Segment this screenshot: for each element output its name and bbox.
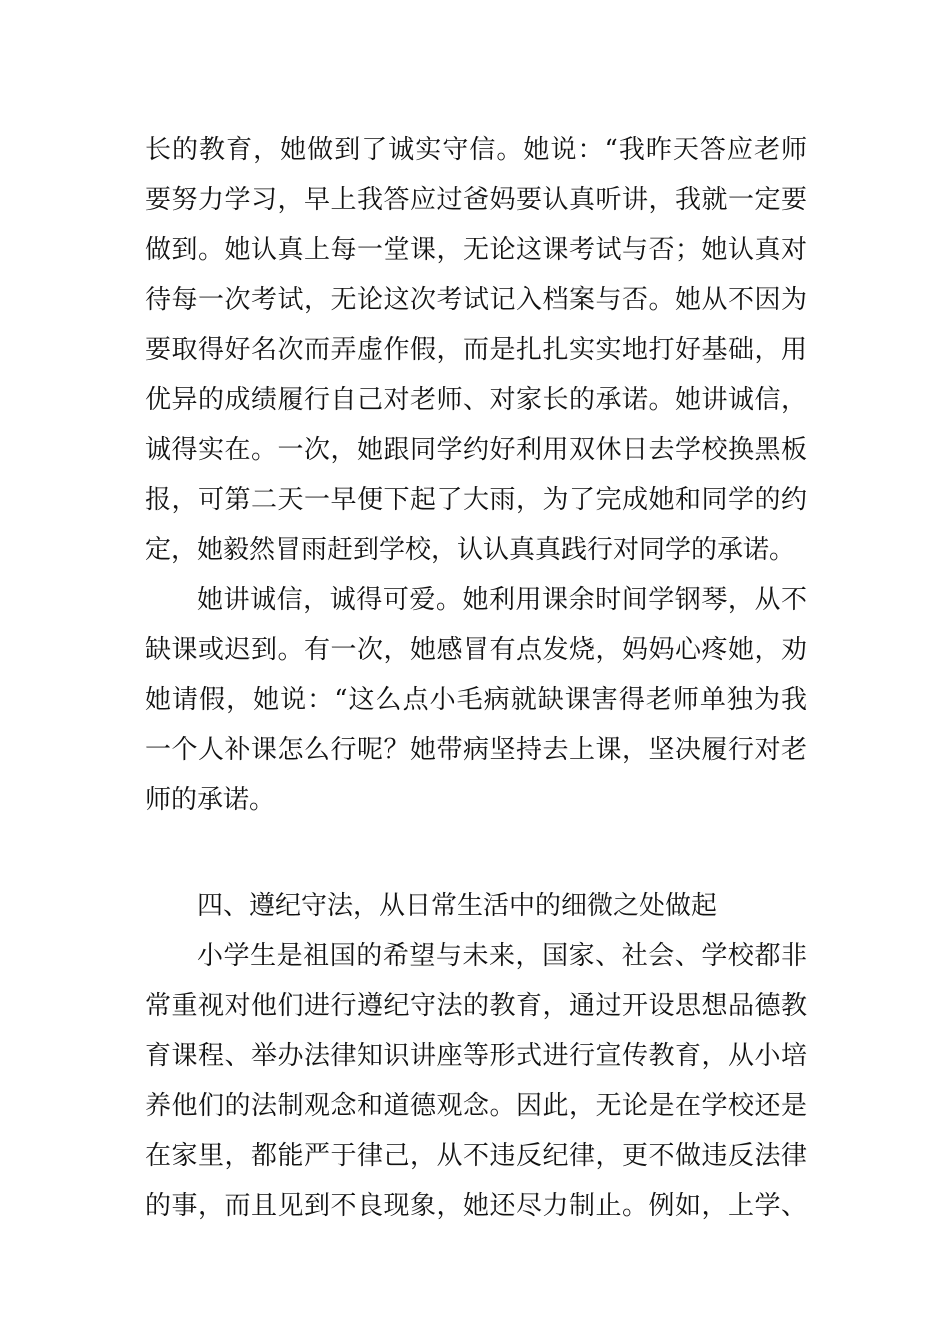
text-line: 待每一次考试，无论这次考试记入档案与否。她从不因为 bbox=[145, 285, 807, 315]
paragraph-honesty-piano bbox=[145, 575, 807, 825]
text-line: 的事，而且见到不良现象，她还尽力制止。例如，上学、 bbox=[145, 1191, 807, 1221]
text-line: 缺课或迟到。有一次，她感冒有点发烧，妈妈心疼她，劝 bbox=[145, 635, 807, 665]
text-line: 做到。她认真上每一堂课，无论这课考试与否；她认真对 bbox=[145, 235, 807, 265]
text-line: 要取得好名次而弄虚作假，而是扎扎实实地打好基础，用 bbox=[145, 335, 807, 365]
text-line: 养他们的法制观念和道德观念。因此，无论是在学校还是 bbox=[145, 1091, 807, 1121]
text-line: 要努力学习，早上我答应过爸妈要认真听讲，我就一定要 bbox=[145, 185, 807, 215]
text-line: 她讲诚信，诚得可爱。她利用课余时间学钢琴，从不 bbox=[197, 585, 807, 615]
section-spacer bbox=[145, 825, 807, 881]
document-page bbox=[145, 125, 807, 1231]
text-line: 定，她毅然冒雨赶到学校，认认真真践行对同学的承诺。 bbox=[145, 535, 796, 565]
text-line: 她请假，她说：“这么点小毛病就缺课害得老师单独为我 bbox=[145, 685, 807, 715]
text-line: 诚得实在。一次，她跟同学约好利用双休日去学校换黑板 bbox=[145, 435, 807, 465]
section-heading: 四、遵纪守法，从日常生活中的细微之处做起 bbox=[197, 891, 718, 921]
text-line: 一个人补课怎么行呢？她带病坚持去上课，坚决履行对老 bbox=[145, 735, 807, 765]
paragraph-honesty-study bbox=[145, 125, 807, 575]
paragraph-law-abiding bbox=[145, 931, 807, 1231]
text-line: 师的承诺。 bbox=[145, 785, 276, 815]
text-line: 常重视对他们进行遵纪守法的教育，通过开设思想品德教 bbox=[145, 991, 807, 1021]
text-line: 优异的成绩履行自己对老师、对家长的承诺。她讲诚信， bbox=[145, 385, 807, 415]
text-line: 在家里，都能严于律己，从不违反纪律，更不做违反法律 bbox=[145, 1141, 807, 1171]
text-line: 育课程、举办法律知识讲座等形式进行宣传教育，从小培 bbox=[145, 1041, 807, 1071]
text-line: 报，可第二天一早便下起了大雨，为了完成她和同学的约 bbox=[145, 485, 807, 515]
text-line: 小学生是祖国的希望与未来，国家、社会、学校都非 bbox=[197, 941, 807, 971]
text-line: 长的教育，她做到了诚实守信。她说：“我昨天答应老师 bbox=[145, 135, 807, 165]
